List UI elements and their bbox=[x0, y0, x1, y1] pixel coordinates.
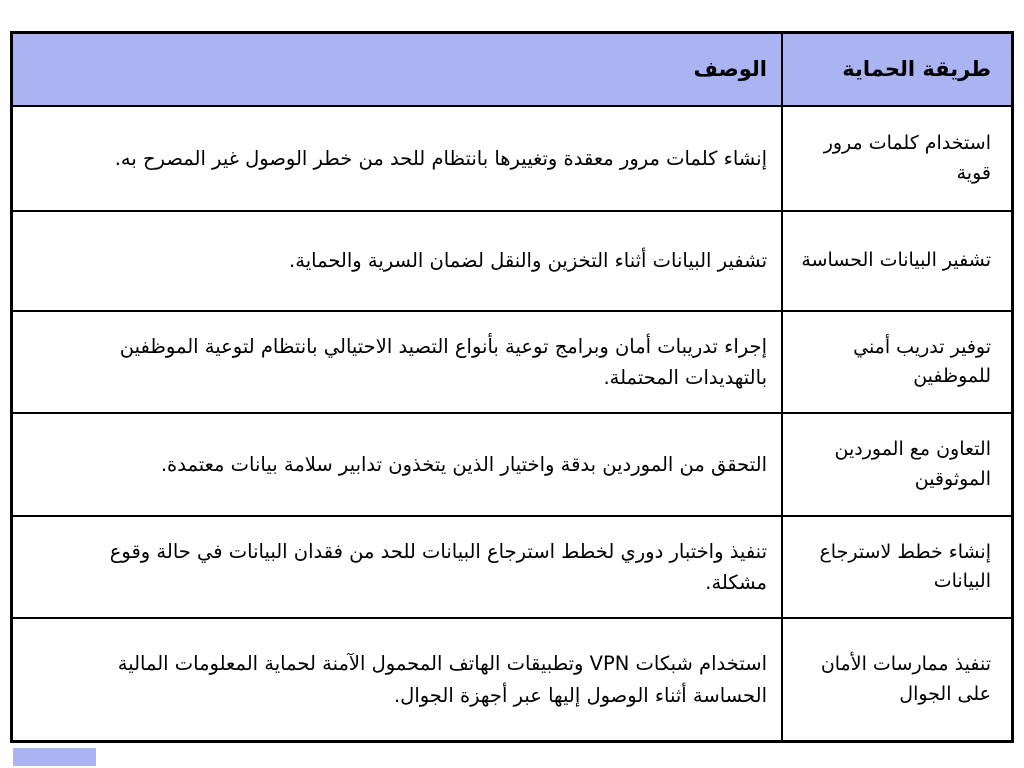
table-row bbox=[13, 412, 1011, 515]
method-cell: التعاون مع الموردين الموثوقين bbox=[781, 414, 1011, 515]
table-row bbox=[13, 105, 1011, 210]
description-cell: التحقق من الموردين بدقة واختيار الذين يتخذون تدابير سلامة بيانات معتمدة. bbox=[160, 452, 767, 476]
table-row bbox=[13, 210, 1011, 310]
method-cell: تنفيذ ممارسات الأمان على الجوال bbox=[781, 619, 1011, 740]
protection-methods-table bbox=[10, 31, 1014, 743]
table-row bbox=[13, 515, 1011, 617]
method-cell: إنشاء خطط لاسترجاع البيانات bbox=[781, 517, 1011, 617]
table-row bbox=[13, 617, 1011, 740]
table-row bbox=[13, 310, 1011, 412]
method-cell: تشفير البيانات الحساسة bbox=[781, 212, 1011, 310]
description-cell: إجراء تدريبات أمان وبرامج توعية بأنواع التصيد الاحتيالي بانتظام لتوعية الموظفين بالتهديدات المحتملة. bbox=[119, 334, 767, 389]
method-cell: استخدام كلمات مرور قوية bbox=[781, 107, 1011, 210]
table-header-row bbox=[13, 34, 1011, 105]
next-table-partial-header bbox=[13, 748, 96, 766]
description-cell: إنشاء كلمات مرور معقدة وتغييرها بانتظام للحد من خطر الوصول غير المصرح به. bbox=[114, 146, 767, 170]
description-cell: تشفير البيانات أثناء التخزين والنقل لضمان السرية والحماية. bbox=[289, 249, 767, 273]
header-cell-description: الوصف bbox=[693, 56, 767, 81]
method-cell: توفير تدريب أمني للموظفين bbox=[781, 312, 1011, 412]
description-cell: تنفيذ واختبار دوري لخطط استرجاع البيانات للحد من فقدان البيانات في حالة وقوع مشكلة. bbox=[109, 539, 767, 594]
header-cell-method: طريقة الحماية bbox=[781, 34, 1011, 105]
description-cell: استخدام شبكات VPN وتطبيقات الهاتف المحمول الآمنة لحماية المعلومات المالية الحساسة أثناء الوصول إليها عبر أجهزة الجوال. bbox=[117, 652, 767, 707]
